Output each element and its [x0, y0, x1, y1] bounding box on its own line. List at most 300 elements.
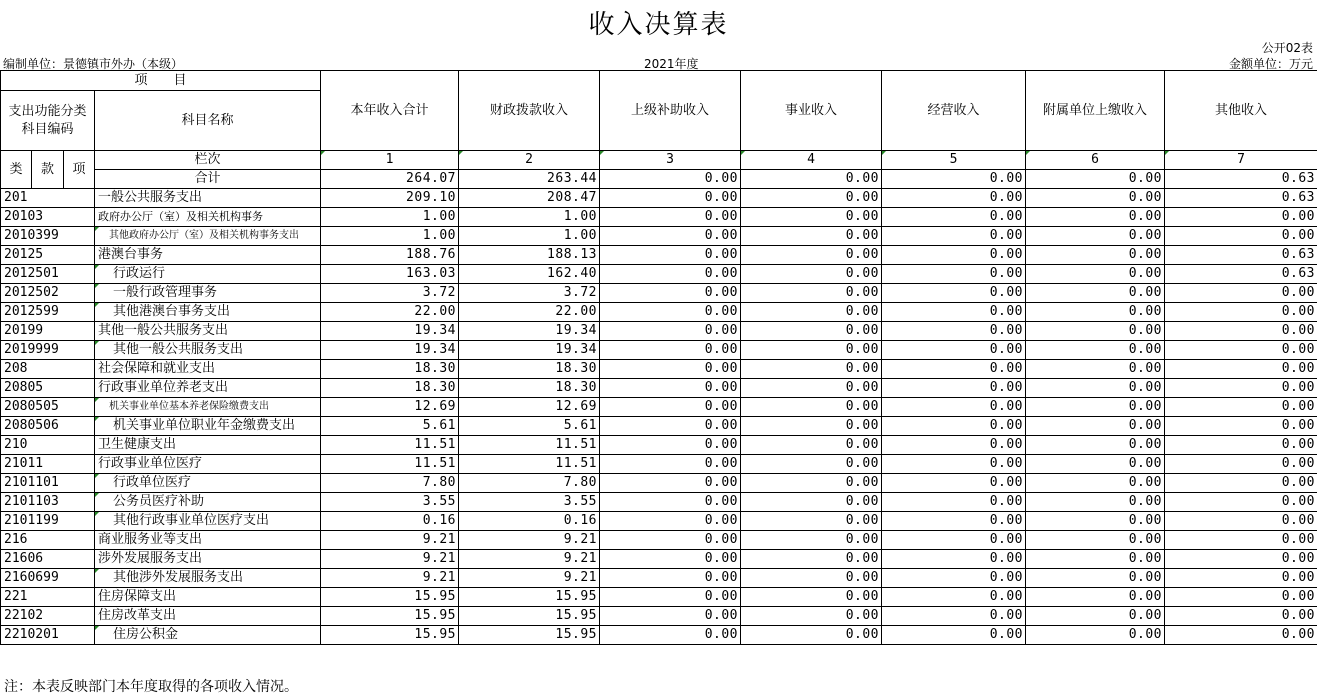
row-code: 21011: [1, 455, 95, 474]
value-cell: 0.63: [1165, 246, 1317, 265]
row-name: [95, 493, 321, 512]
table-row: [1, 550, 1317, 569]
value-cell: 0.00: [1026, 512, 1165, 531]
value-cell: 0.00: [1026, 227, 1165, 246]
value-cell: 0.00: [1165, 417, 1317, 436]
report-title: 收入决算表: [588, 10, 729, 40]
item-header: 项 目: [1, 71, 321, 91]
value-cell: 18.30: [321, 379, 459, 398]
value-cell: 9.21: [321, 531, 459, 550]
value-cell: 0.00: [741, 550, 882, 569]
row-name-text: 社会保障和就业支出: [98, 361, 216, 376]
value-cell: 0.00: [741, 588, 882, 607]
total-label: 合计: [95, 170, 321, 189]
value-cell: 3.55: [321, 493, 459, 512]
table-row: [1, 436, 1317, 455]
row-code: 2012502: [1, 284, 95, 303]
value-cell: 0.00: [1165, 588, 1317, 607]
row-name: [95, 531, 321, 550]
value-cell: 0.00: [600, 569, 741, 588]
value-cell: 0.00: [1165, 474, 1317, 493]
value-cell: 0.00: [1026, 303, 1165, 322]
value-cell: 0.00: [1026, 322, 1165, 341]
value-cell: 5.61: [321, 417, 459, 436]
value-cell: 0.00: [882, 284, 1026, 303]
row-name: [95, 265, 321, 284]
col-header-7: 其他收入: [1165, 71, 1317, 151]
value-cell: 0.00: [741, 493, 882, 512]
value-cell: 1.00: [321, 208, 459, 227]
row-code: 2210201: [1, 626, 95, 645]
value-cell: 9.21: [321, 550, 459, 569]
value-cell: 0.00: [1026, 588, 1165, 607]
total-cell: 0.00: [882, 170, 1026, 189]
value-cell: 0.00: [882, 322, 1026, 341]
table-row: [1, 607, 1317, 626]
value-cell: 9.21: [321, 569, 459, 588]
value-cell: 0.00: [741, 227, 882, 246]
value-cell: 0.00: [1165, 303, 1317, 322]
row-code: 20125: [1, 246, 95, 265]
value-cell: 0.00: [600, 341, 741, 360]
table-note: 注：本表反映部门本年度取得的各项收入情况。: [4, 679, 298, 695]
value-cell: 0.00: [1026, 189, 1165, 208]
col-number: 6: [1026, 151, 1165, 170]
code-title-header: 支出功能分类 科目编码: [1, 91, 95, 151]
row-name-text: 卫生健康支出: [98, 437, 177, 452]
value-cell: 1.00: [321, 227, 459, 246]
value-cell: 0.00: [741, 398, 882, 417]
value-cell: 0.00: [882, 379, 1026, 398]
value-cell: 1.00: [459, 208, 600, 227]
xiang-header: 项: [64, 151, 95, 189]
value-cell: 19.34: [459, 322, 600, 341]
table-row: [1, 303, 1317, 322]
value-cell: 0.00: [741, 569, 882, 588]
value-cell: 0.00: [882, 512, 1026, 531]
row-name: [95, 379, 321, 398]
value-cell: 0.00: [741, 417, 882, 436]
value-cell: 19.34: [459, 341, 600, 360]
value-cell: 7.80: [321, 474, 459, 493]
value-cell: 0.00: [600, 436, 741, 455]
value-cell: 9.21: [459, 550, 600, 569]
value-cell: 0.00: [882, 493, 1026, 512]
row-name: [95, 550, 321, 569]
cell-marker: [95, 303, 99, 307]
value-cell: 0.63: [1165, 265, 1317, 284]
value-cell: 0.00: [600, 626, 741, 645]
value-cell: 15.95: [459, 607, 600, 626]
value-cell: 7.80: [459, 474, 600, 493]
row-name-text: 住房保障支出: [98, 589, 177, 604]
value-cell: 0.00: [882, 417, 1026, 436]
value-cell: 0.00: [1026, 436, 1165, 455]
row-name-text: 其他一般公共服务支出: [98, 323, 229, 338]
value-cell: 0.00: [1026, 455, 1165, 474]
row-code: 2080505: [1, 398, 95, 417]
value-cell: 0.00: [741, 474, 882, 493]
value-cell: 0.00: [1165, 208, 1317, 227]
value-cell: 0.00: [600, 474, 741, 493]
value-cell: 0.00: [882, 360, 1026, 379]
value-cell: 0.00: [600, 588, 741, 607]
row-name: [95, 626, 321, 645]
value-cell: 162.40: [459, 265, 600, 284]
value-cell: 0.00: [741, 436, 882, 455]
total-cell: 0.00: [741, 170, 882, 189]
value-cell: 0.00: [1026, 493, 1165, 512]
value-cell: 0.00: [882, 626, 1026, 645]
value-cell: 0.00: [1026, 284, 1165, 303]
row-code: 2101101: [1, 474, 95, 493]
value-cell: 0.00: [882, 303, 1026, 322]
row-code: 221: [1, 588, 95, 607]
table-row: [1, 474, 1317, 493]
value-cell: 0.00: [882, 436, 1026, 455]
table-row: [1, 208, 1317, 227]
value-cell: 0.00: [1026, 246, 1165, 265]
value-cell: 0.00: [741, 455, 882, 474]
row-name-text: 行政单位医疗: [113, 475, 192, 490]
row-name-text: 住房公积金: [113, 627, 179, 642]
value-cell: 0.00: [741, 626, 882, 645]
row-code: 22102: [1, 607, 95, 626]
col-number: 3: [600, 151, 741, 170]
value-cell: 11.51: [459, 455, 600, 474]
total-cell: 0.63: [1165, 170, 1317, 189]
value-cell: 188.76: [321, 246, 459, 265]
lanci-label: 栏次: [95, 151, 321, 170]
row-name-text: 其他行政事业单位医疗支出: [113, 513, 270, 528]
value-cell: 0.00: [882, 455, 1026, 474]
table-row: [1, 512, 1317, 531]
col-header-6: 附属单位上缴收入: [1026, 71, 1165, 151]
table-row: [1, 455, 1317, 474]
row-name-text: 行政事业单位医疗: [98, 456, 203, 471]
table-row: [1, 227, 1317, 246]
col-header-1: 本年收入合计: [321, 71, 459, 151]
value-cell: 0.00: [741, 607, 882, 626]
cell-marker: [95, 569, 99, 573]
value-cell: 0.00: [741, 284, 882, 303]
value-cell: 0.00: [600, 189, 741, 208]
value-cell: 15.95: [321, 588, 459, 607]
form-number: 公开02表: [1261, 41, 1313, 55]
value-cell: 19.34: [321, 341, 459, 360]
value-cell: 18.30: [459, 360, 600, 379]
value-cell: 1.00: [459, 227, 600, 246]
row-name: [95, 284, 321, 303]
row-name: [95, 569, 321, 588]
value-cell: 22.00: [321, 303, 459, 322]
row-name-text: 行政事业单位养老支出: [98, 380, 229, 395]
value-cell: 0.00: [1165, 379, 1317, 398]
row-name: [95, 474, 321, 493]
value-cell: 0.00: [741, 531, 882, 550]
cell-marker: [95, 512, 99, 516]
value-cell: 0.00: [741, 303, 882, 322]
row-name-text: 住房改革支出: [98, 608, 177, 623]
col-number: 2: [459, 151, 600, 170]
value-cell: 0.00: [882, 398, 1026, 417]
row-code: 2101199: [1, 512, 95, 531]
row-name-text: 其他一般公共服务支出: [113, 342, 244, 357]
col-header-5: 经营收入: [882, 71, 1026, 151]
row-code: 2160699: [1, 569, 95, 588]
value-cell: 3.72: [321, 284, 459, 303]
value-cell: 0.00: [1026, 626, 1165, 645]
total-cell: 0.00: [1026, 170, 1165, 189]
row-name: [95, 436, 321, 455]
row-name-text: 其他涉外发展服务支出: [113, 570, 244, 585]
row-name: [95, 512, 321, 531]
value-cell: 0.00: [600, 265, 741, 284]
row-code: 21606: [1, 550, 95, 569]
table-row: [1, 246, 1317, 265]
row-name: [95, 189, 321, 208]
value-cell: 208.47: [459, 189, 600, 208]
row-name: [95, 246, 321, 265]
table-row: [1, 284, 1317, 303]
value-cell: 0.00: [882, 550, 1026, 569]
table-row: [1, 341, 1317, 360]
table-row: [1, 189, 1317, 208]
value-cell: 0.00: [600, 550, 741, 569]
value-cell: 0.00: [600, 455, 741, 474]
value-cell: 22.00: [459, 303, 600, 322]
value-cell: 15.95: [321, 607, 459, 626]
row-name-text: 公务员医疗补助: [113, 494, 205, 509]
value-cell: 0.00: [1165, 341, 1317, 360]
value-cell: 0.00: [741, 360, 882, 379]
value-cell: 0.00: [1165, 550, 1317, 569]
value-cell: 0.00: [600, 417, 741, 436]
row-name: [95, 417, 321, 436]
value-cell: 0.00: [1165, 626, 1317, 645]
total-cell: 264.07: [321, 170, 459, 189]
value-cell: 0.00: [882, 341, 1026, 360]
row-name: [95, 398, 321, 417]
value-cell: 18.30: [321, 360, 459, 379]
value-cell: 0.00: [600, 607, 741, 626]
table-row: [1, 569, 1317, 588]
value-cell: 0.00: [741, 512, 882, 531]
value-cell: 0.00: [1165, 322, 1317, 341]
col-number: 4: [741, 151, 882, 170]
name-title-header: 科目名称: [95, 91, 321, 151]
value-cell: 0.00: [600, 379, 741, 398]
value-cell: 0.00: [600, 322, 741, 341]
lei-header: 类: [1, 151, 32, 189]
col-header-2: 财政拨款收入: [459, 71, 600, 151]
value-cell: 0.00: [1026, 550, 1165, 569]
row-name: [95, 607, 321, 626]
value-cell: 5.61: [459, 417, 600, 436]
value-cell: 0.63: [1165, 189, 1317, 208]
value-cell: 0.00: [882, 189, 1026, 208]
cell-marker: [95, 341, 99, 345]
table-row: [1, 493, 1317, 512]
row-name-text: 商业服务业等支出: [98, 532, 203, 547]
col-number: 5: [882, 151, 1026, 170]
table-row: [1, 379, 1317, 398]
table-row: [1, 588, 1317, 607]
value-cell: 3.72: [459, 284, 600, 303]
row-code: 20103: [1, 208, 95, 227]
table-row: [1, 417, 1317, 436]
row-code: 2012599: [1, 303, 95, 322]
value-cell: 0.00: [882, 246, 1026, 265]
income-table: [0, 70, 1317, 645]
value-cell: 0.00: [882, 265, 1026, 284]
col-header-3: 上级补助收入: [600, 71, 741, 151]
row-name: [95, 227, 321, 246]
value-cell: 0.00: [741, 322, 882, 341]
value-cell: 11.51: [459, 436, 600, 455]
row-name: [95, 208, 321, 227]
col-number: 7: [1165, 151, 1317, 170]
cell-marker: [95, 265, 99, 269]
row-name-text: 其他政府办公厅（室）及相关机构事务支出: [109, 230, 299, 241]
table-row: [1, 265, 1317, 284]
value-cell: 0.00: [1026, 360, 1165, 379]
value-cell: 0.00: [600, 360, 741, 379]
value-cell: 0.00: [1165, 398, 1317, 417]
value-cell: 0.00: [600, 208, 741, 227]
cell-marker: [95, 284, 99, 288]
cell-marker: [95, 227, 99, 231]
value-cell: 3.55: [459, 493, 600, 512]
value-cell: 0.16: [321, 512, 459, 531]
row-code: 208: [1, 360, 95, 379]
table-row: [1, 531, 1317, 550]
value-cell: 0.00: [600, 284, 741, 303]
row-code: 210: [1, 436, 95, 455]
value-cell: 0.00: [1026, 341, 1165, 360]
value-cell: 11.51: [321, 455, 459, 474]
kuan-header: 款: [32, 151, 64, 189]
row-code: 216: [1, 531, 95, 550]
row-name: [95, 303, 321, 322]
value-cell: 0.00: [1026, 208, 1165, 227]
value-cell: 12.69: [321, 398, 459, 417]
value-cell: 0.00: [741, 208, 882, 227]
row-code: 2101103: [1, 493, 95, 512]
value-cell: 0.00: [741, 341, 882, 360]
value-cell: 11.51: [321, 436, 459, 455]
value-cell: 0.00: [1026, 379, 1165, 398]
amount-unit: 金额单位：万元: [1228, 57, 1313, 71]
value-cell: 0.00: [1165, 531, 1317, 550]
value-cell: 0.00: [1165, 607, 1317, 626]
value-cell: 0.00: [1165, 360, 1317, 379]
value-cell: 0.00: [882, 588, 1026, 607]
row-name-text: 政府办公厅（室）及相关机构事务: [98, 210, 263, 223]
table-row: [1, 322, 1317, 341]
cell-marker: [95, 417, 99, 421]
row-name: [95, 588, 321, 607]
row-code: 2019999: [1, 341, 95, 360]
value-cell: 0.00: [882, 569, 1026, 588]
value-cell: 0.00: [600, 303, 741, 322]
row-code: 2012501: [1, 265, 95, 284]
value-cell: 0.00: [1026, 607, 1165, 626]
col-number: 1: [321, 151, 459, 170]
value-cell: 209.10: [321, 189, 459, 208]
value-cell: 188.13: [459, 246, 600, 265]
value-cell: 0.00: [600, 512, 741, 531]
value-cell: 0.00: [1026, 265, 1165, 284]
value-cell: 0.00: [1165, 512, 1317, 531]
value-cell: 9.21: [459, 569, 600, 588]
row-name-text: 一般公共服务支出: [98, 190, 203, 205]
value-cell: 0.00: [882, 531, 1026, 550]
table-row: [1, 360, 1317, 379]
value-cell: 0.00: [1165, 569, 1317, 588]
value-cell: 0.00: [882, 607, 1026, 626]
row-name-text: 机关事业单位职业年金缴费支出: [113, 418, 296, 433]
value-cell: 0.00: [1026, 569, 1165, 588]
value-cell: 18.30: [459, 379, 600, 398]
row-name-text: 行政运行: [113, 266, 166, 281]
row-code: 201: [1, 189, 95, 208]
cell-marker: [95, 474, 99, 478]
row-code: 20199: [1, 322, 95, 341]
compiling-unit: 编制单位：景德镇市外办（本级）: [3, 57, 184, 71]
fiscal-year: 2021年度: [644, 57, 699, 71]
col-header-4: 事业收入: [741, 71, 882, 151]
value-cell: 0.16: [459, 512, 600, 531]
value-cell: 0.00: [1165, 227, 1317, 246]
value-cell: 15.95: [321, 626, 459, 645]
value-cell: 0.00: [600, 398, 741, 417]
row-name-text: 其他港澳台事务支出: [113, 304, 231, 319]
value-cell: 0.00: [1165, 493, 1317, 512]
total-cell: 0.00: [600, 170, 741, 189]
value-cell: 0.00: [1026, 531, 1165, 550]
row-code: 2010399: [1, 227, 95, 246]
row-name: [95, 360, 321, 379]
value-cell: 0.00: [882, 208, 1026, 227]
value-cell: 0.00: [1026, 474, 1165, 493]
row-name-text: 一般行政管理事务: [113, 285, 218, 300]
value-cell: 0.00: [741, 189, 882, 208]
value-cell: 0.00: [741, 379, 882, 398]
value-cell: 0.00: [600, 227, 741, 246]
row-code: 20805: [1, 379, 95, 398]
total-cell: 263.44: [459, 170, 600, 189]
value-cell: 0.00: [600, 531, 741, 550]
row-name-text: 机关事业单位基本养老保险缴费支出: [109, 401, 269, 412]
row-name: [95, 455, 321, 474]
value-cell: 0.00: [1026, 398, 1165, 417]
value-cell: 0.00: [882, 227, 1026, 246]
value-cell: 15.95: [459, 626, 600, 645]
row-name: [95, 322, 321, 341]
value-cell: 0.00: [600, 493, 741, 512]
cell-marker: [95, 626, 99, 630]
table-row: [1, 626, 1317, 645]
cell-marker: [95, 398, 99, 402]
cell-marker: [95, 493, 99, 497]
value-cell: 0.00: [1165, 436, 1317, 455]
row-name: [95, 341, 321, 360]
value-cell: 9.21: [459, 531, 600, 550]
value-cell: 0.00: [741, 265, 882, 284]
row-name-text: 涉外发展服务支出: [98, 551, 203, 566]
value-cell: 19.34: [321, 322, 459, 341]
